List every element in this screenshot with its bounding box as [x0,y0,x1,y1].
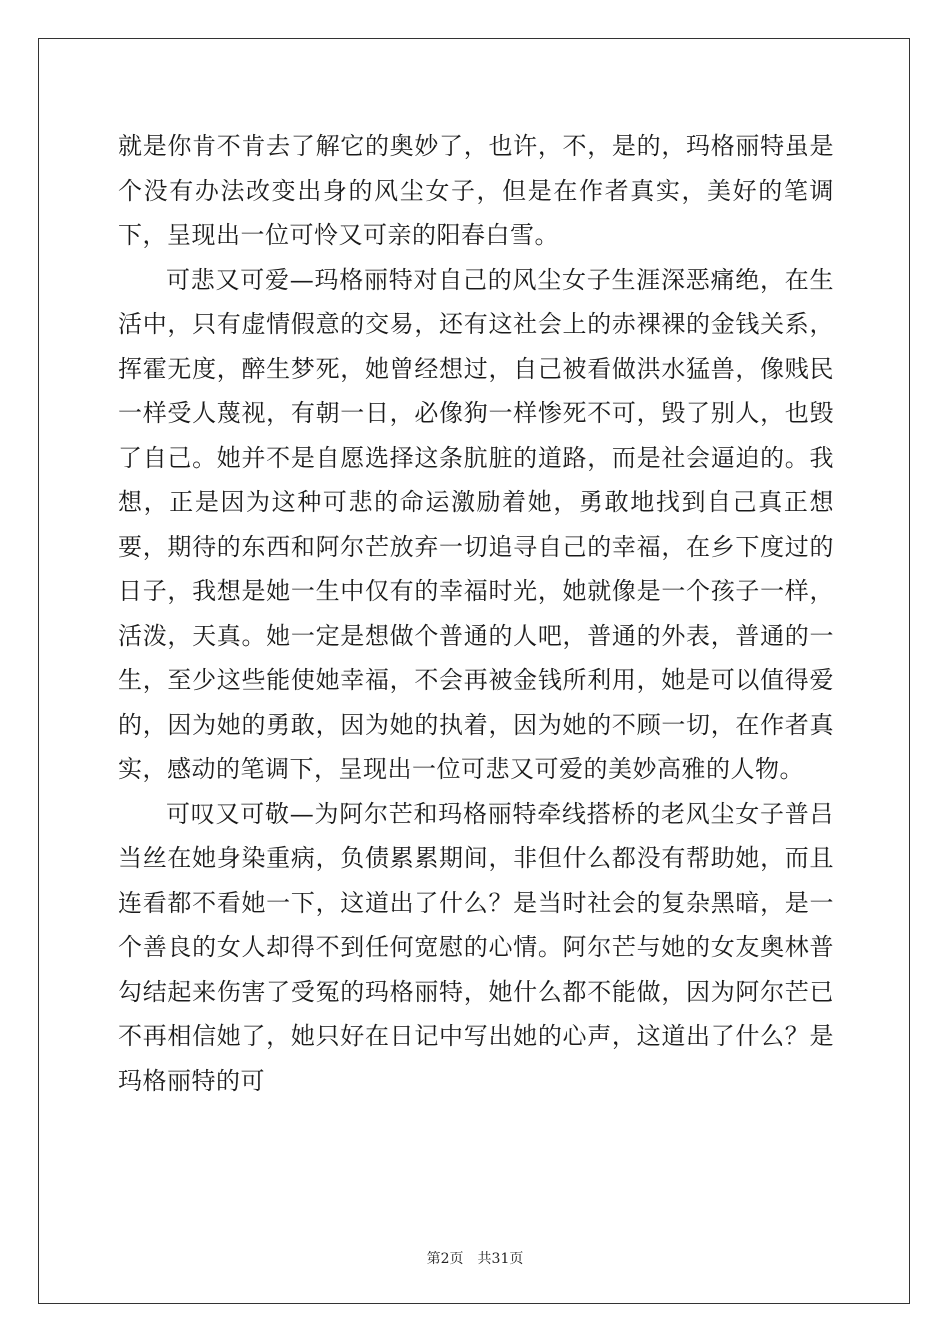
page-footer [0,1248,950,1268]
document-body [118,124,834,1103]
page-number: 第2页 [426,1251,464,1267]
paragraph-3: 可叹又可敬—为阿尔芒和玛格丽特牵线搭桥的老风尘女子普吕当丝在她身染重病，负债累累期间，非但什么都没有帮助她，而且连看都不看她一下，这道出了什么？是当时社会的复杂黑暗，是一个善良的女人却得不到任何宽慰的心情。阿尔芒与她的女友奥林普勾结起来伤害了受冤的玛格丽特，她什么都不能做，因为阿尔芒已不再相信她了，她只好在日记中写出她的心声，这道出了什么？是玛格丽特的可 [118,799,834,1095]
paragraph-2: 可悲又可爱—玛格丽特对自己的风尘女子生涯深恶痛绝，在生活中，只有虚情假意的交易，还有这社会上的赤裸裸的金钱关系，挥霍无度，醉生梦死，她曾经想过，自己被看做洪水猛兽，像贱民一样受人蔑视，有朝一日，必像狗一样惨死不可，毁了别人，也毁了自己。她并不是自愿选择这条肮脏的道路，而是社会逼迫的。我想，正是因为这种可悲的命运激励着她，勇敢地找到自己真正想要，期待的东西和阿尔芒放弃一切追寻自己的幸福，在乡下度过的日子，我想是她一生中仅有的幸福时光，她就像是一个孩子一样，活泼，天真。她一定是想做个普通的人吧，普通的外表，普通的一生，至少这些能使她幸福，不会再被金钱所利用，她是可以值得爱的，因为她的勇敢，因为她的执着，因为她的不顾一切，在作者真实，感动的笔调下，呈现出一位可悲又可爱的美妙高雅的人物。 [118,265,834,783]
paragraph-1: 就是你肯不肯去了解它的奥妙了，也许，不，是的，玛格丽特虽是个没有办法改变出身的风尘女子，但是在作者真实，美好的笔调下，呈现出一位可怜又可亲的阳春白雪。 [118,132,834,249]
page-total: 共31页 [477,1251,524,1267]
